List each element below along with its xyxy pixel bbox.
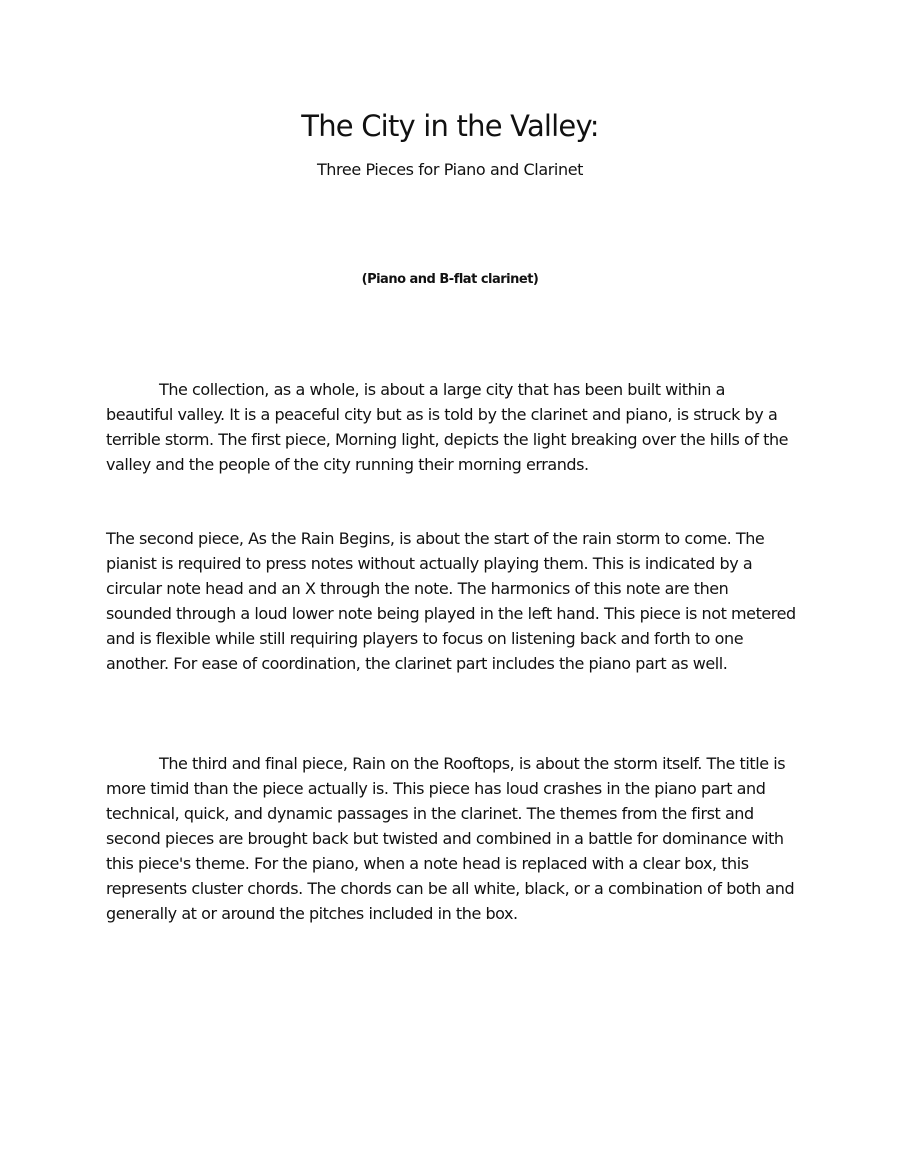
paragraph-second-piece: The second piece, As the Rain Begins, is about the start of the rain storm to come. The pianist is required to press notes without actually playing them. This is indicated by a circular note head and an X through the note. The harmonics of this note are then sounded through a loud lower note being played in the left hand. This piece is not metered and is flexible while still requiring players to focus on listening back and forth to one another. For ease of coordination, the clarinet part includes the piano part as well. <box>106 529 796 673</box>
paragraph-collection-overview: The collection, as a whole, is about a large city that has been built within a beautiful valley. It is a peaceful city but as is told by the clarinet and piano, is struck by a terrible storm. The first piece, Morning light, depicts the light breaking over the hills of the valley and the people of the city running their morning errands. <box>106 380 789 474</box>
paragraph-third-piece: The third and final piece, Rain on the Rooftops, is about the storm itself. The title is more timid than the piece actually is. This piece has loud crashes in the piano part and technical, quick, and dynamic passages in the clarinet. The themes from the first and second pieces are brought back but twisted and combined in a battle for dominance with this piece's theme. For the piano, when a note head is replaced with a clear box, this represents cluster chords. The chords can be all white, black, or a combination of both and generally at or around the pitches included in the box. <box>106 754 795 923</box>
page-subtitle: Three Pieces for Piano and Clarinet <box>316 160 584 179</box>
instrumentation-note: (Piano and B-flat clarinet) <box>361 272 539 287</box>
page-title: The City in the Valley: <box>301 109 599 143</box>
